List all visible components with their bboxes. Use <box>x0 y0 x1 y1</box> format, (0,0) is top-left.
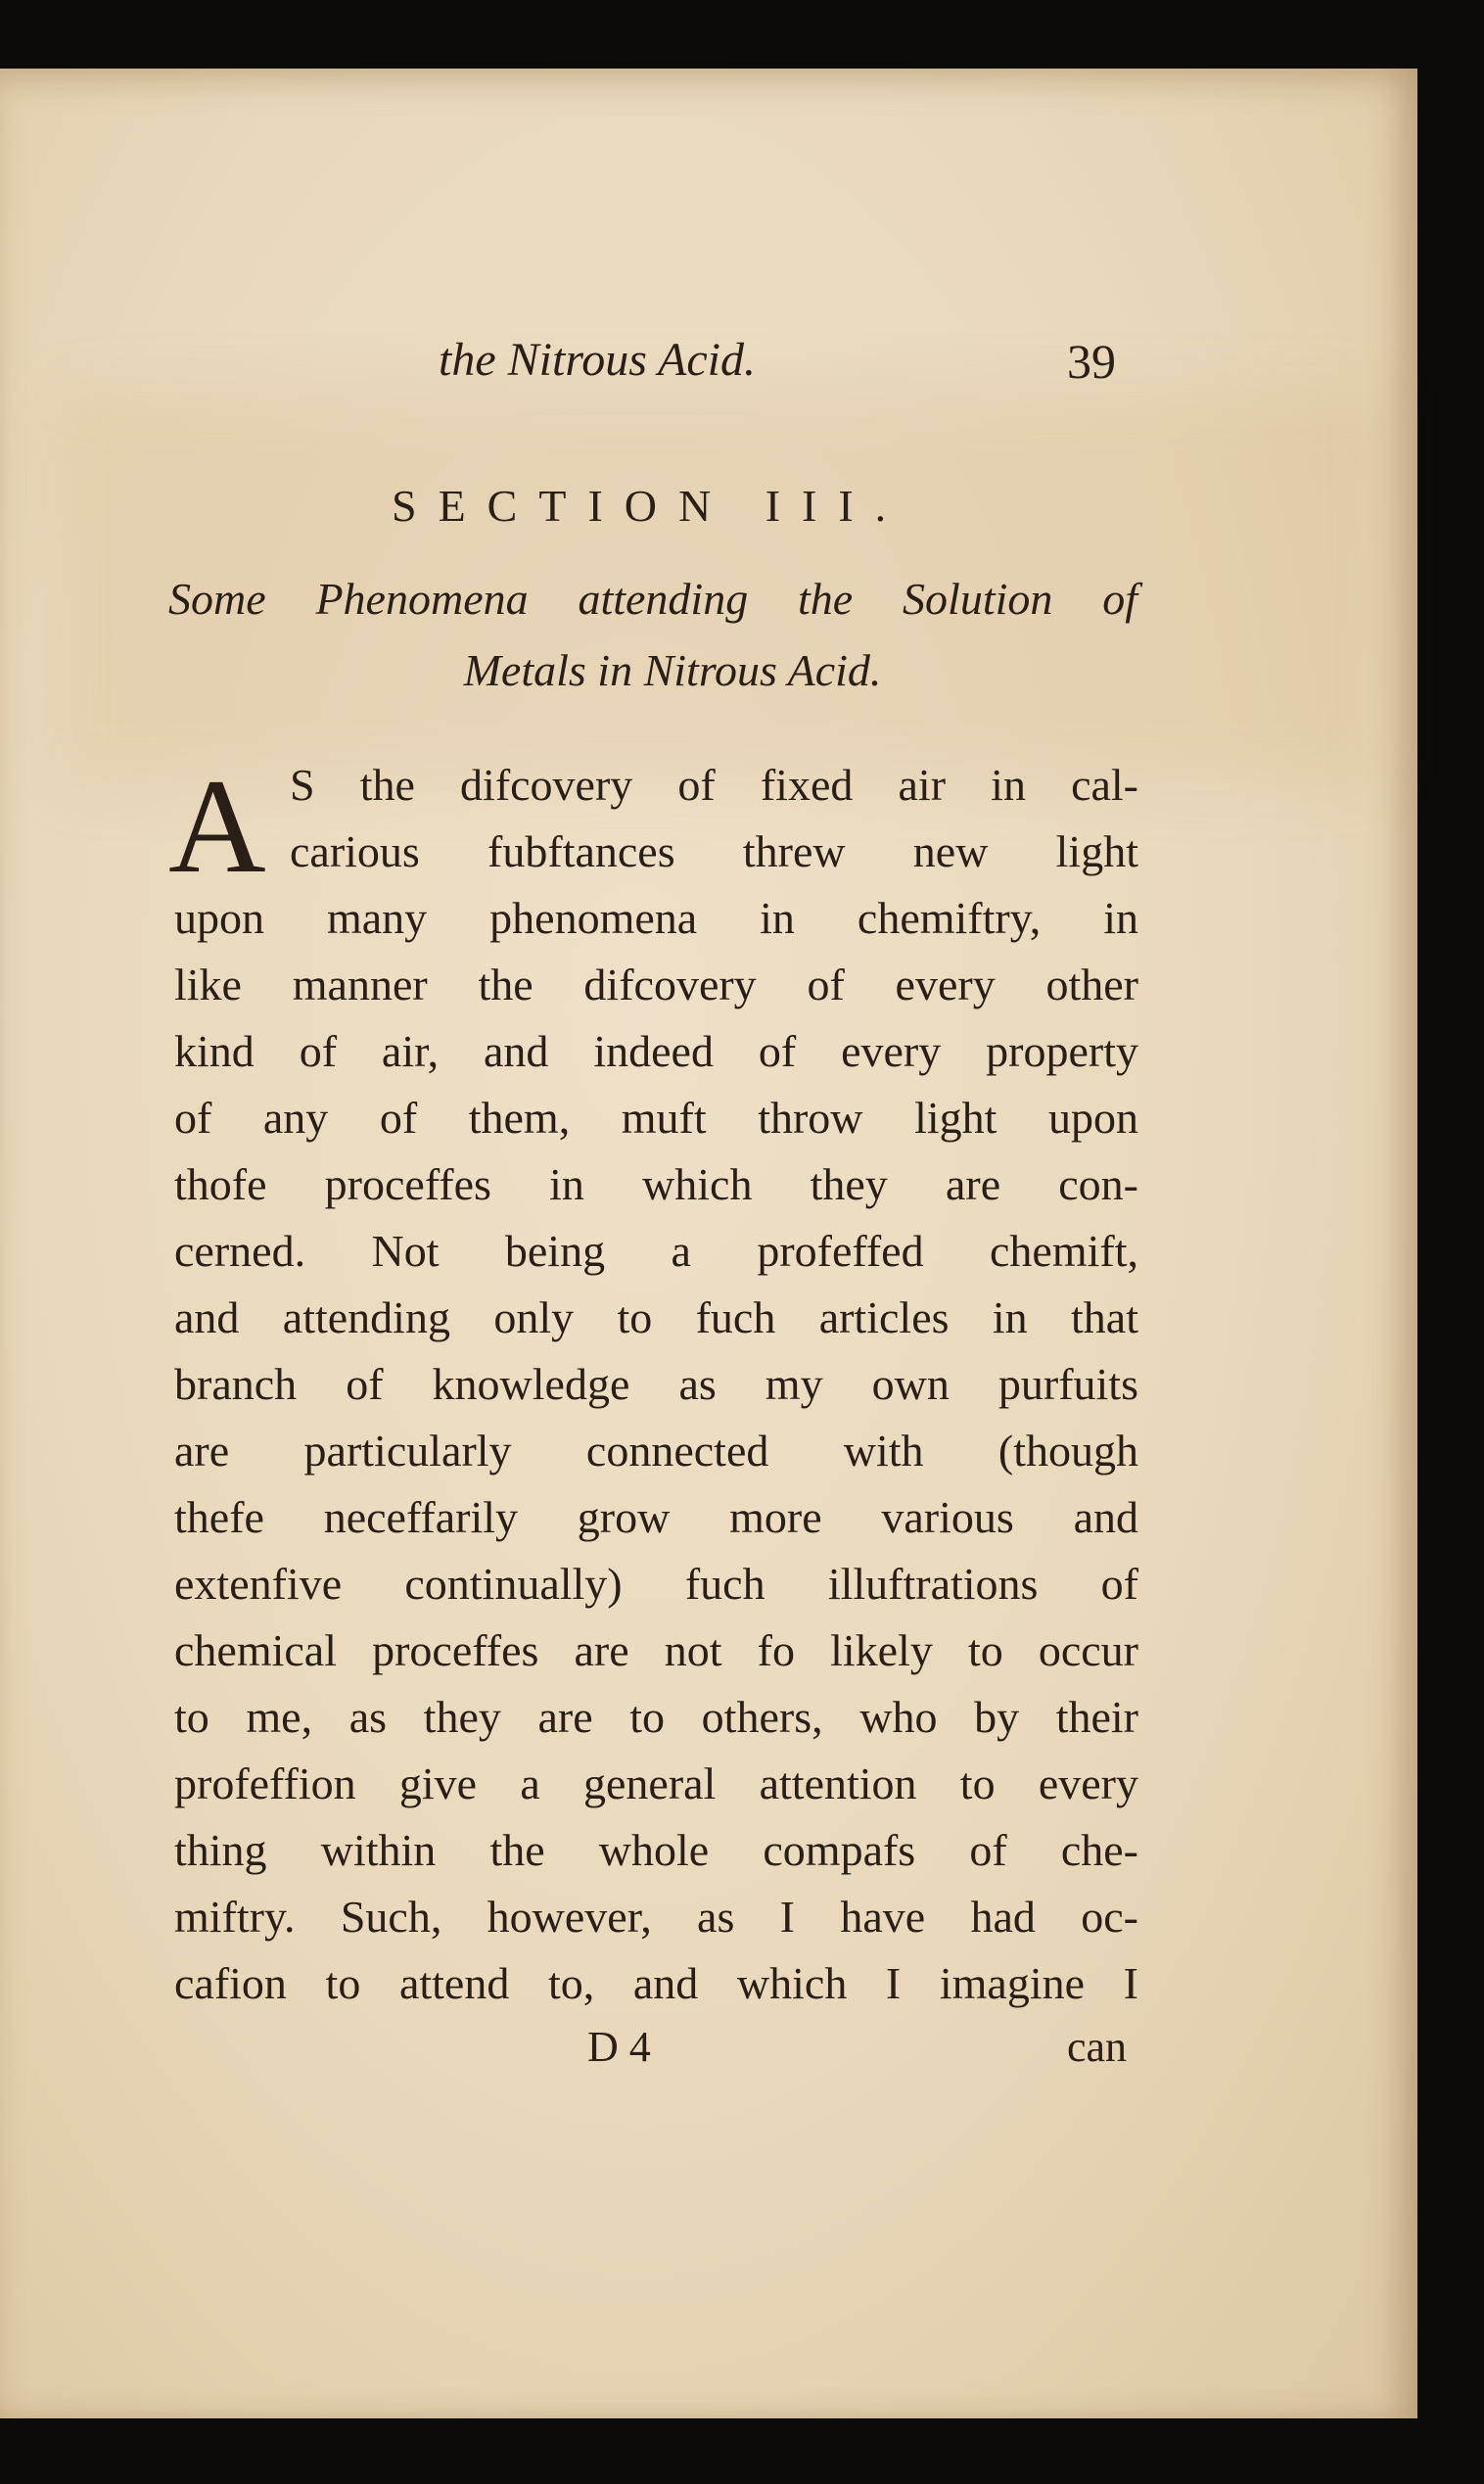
text-line: miftry. Such, however, as I have had oc- <box>174 1892 1138 1942</box>
text-line: kind of air, and indeed of every property <box>174 1026 1138 1076</box>
running-head <box>0 333 1417 392</box>
text-line: of any of them, muft throw light upon <box>174 1093 1138 1143</box>
catchword: can <box>1067 2023 1128 2071</box>
text-line: like manner the difcovery of every other <box>174 960 1138 1009</box>
subtitle-line: Metals in Nitrous Acid. <box>463 645 882 695</box>
page-footer <box>0 2022 1417 2081</box>
text-line: carious fubftances threw new light <box>290 826 1138 876</box>
text-line: profeffion give a general attention to every <box>174 1758 1138 1808</box>
text-line: are particularly connected with (though <box>174 1426 1138 1476</box>
text-line: cerned. Not being a profeffed chemift, <box>174 1226 1138 1276</box>
subtitle-line: Some Phenomena attending the Solution of <box>168 574 1137 624</box>
text-line: chemical proceffes are not fo likely to occur <box>174 1625 1138 1675</box>
drop-cap: A <box>168 751 266 901</box>
text-line: cafion to attend to, and which I imagine I <box>174 1958 1138 2008</box>
body-text <box>174 752 1138 2017</box>
text-line: thofe proceffes in which they are con- <box>174 1159 1138 1209</box>
text-line: branch of knowledge as my own purfuits <box>174 1359 1138 1409</box>
text-line: S the difcovery of fixed air in cal- <box>290 760 1138 810</box>
signature-mark: D 4 <box>587 2023 651 2071</box>
book-page <box>0 69 1417 2418</box>
text-line: upon many phenomena in chemiftry, in <box>174 893 1138 943</box>
text-line: and attending only to fuch articles in that <box>174 1292 1138 1342</box>
section-heading: SECTION III. <box>392 481 908 531</box>
text-line: extenfive continually) fuch illuftrations of <box>174 1559 1138 1609</box>
running-head-title: the Nitrous Acid. <box>439 334 756 386</box>
text-line: thing within the whole compafs of che- <box>174 1825 1138 1875</box>
text-line: thefe neceffarily grow more various and <box>174 1492 1138 1542</box>
text-line: to me, as they are to others, who by their <box>174 1692 1138 1742</box>
page-number: 39 <box>1067 334 1116 389</box>
